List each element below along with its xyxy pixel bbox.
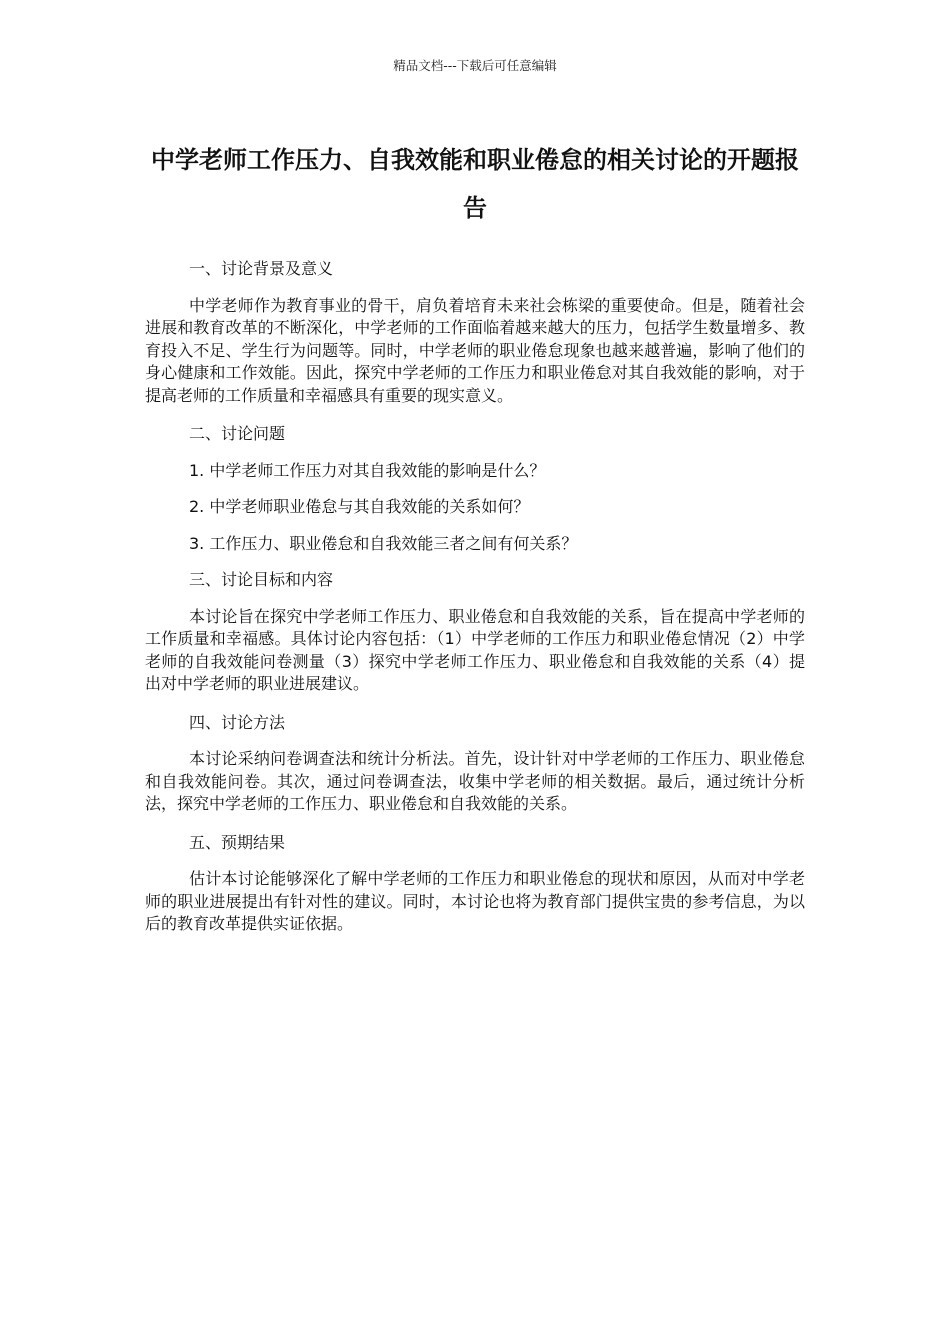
question-item-1: 1. 中学老师工作压力对其自我效能的影响是什么？ — [189, 460, 546, 480]
section-heading-background: 一、讨论背景及意义 — [189, 259, 334, 278]
section-heading-methods: 四、讨论方法 — [189, 712, 286, 732]
document-title: 中学老师工作压力、自我效能和职业倦怠的相关讨论的开题报告 — [151, 146, 799, 222]
document-body — [145, 258, 805, 936]
section-heading-questions: 二、讨论问题 — [189, 424, 286, 443]
question-item-2: 2. 中学老师职业倦怠与其自我效能的关系如何？ — [189, 497, 530, 516]
header-note: 精品文档---下载后可任意编辑 — [393, 58, 557, 73]
section-heading-objectives: 三、讨论目标和内容 — [189, 570, 334, 589]
question-item-3: 3. 工作压力、职业倦怠和自我效能三者之间有何关系？ — [189, 533, 578, 553]
section-heading-expected-results: 五、预期结果 — [189, 832, 286, 852]
section-paragraph-background: 中学老师作为教育事业的骨干，肩负着培育未来社会栋梁的重要使命。但是，随着社会进展和教育改革的不断深化，中学老师的工作面临着越来越大的压力，包括学生数量增多、教育投入不足、学生行为问题等。同时，中学老师的职业倦怠现象也越来越普遍，影响了他们的身心健康和工作效能。因此，探究中学老师的工作压力和职业倦怠对其自我效能的影响，对于提高老师的工作质量和幸福感具有重要的现实意义。 — [145, 295, 805, 405]
section-paragraph-methods: 本讨论采纳问卷调查法和统计分析法。首先，设计针对中学老师的工作压力、职业倦怠和自我效能问卷。其次，通过问卷调查法，收集中学老师的相关数据。最后，通过统计分析法，探究中学老师的工作压力、职业倦怠和自我效能的关系。 — [145, 749, 805, 813]
section-paragraph-expected-results: 估计本讨论能够深化了解中学老师的工作压力和职业倦怠的现状和原因，从而对中学老师的职业进展提出有针对性的建议。同时，本讨论也将为教育部门提供宝贵的参考信息，为以后的教育改革提供实证依据。 — [145, 869, 805, 933]
section-paragraph-objectives: 本讨论旨在探究中学老师工作压力、职业倦怠和自我效能的关系，旨在提高中学老师的工作质量和幸福感。具体讨论内容包括：（1）中学老师的工作压力和职业倦怠情况（2）中学老师的自我效能问卷测量（3）探究中学老师工作压力、职业倦怠和自我效能的关系（4）提出对中学老师的职业进展建议。 — [145, 606, 805, 693]
